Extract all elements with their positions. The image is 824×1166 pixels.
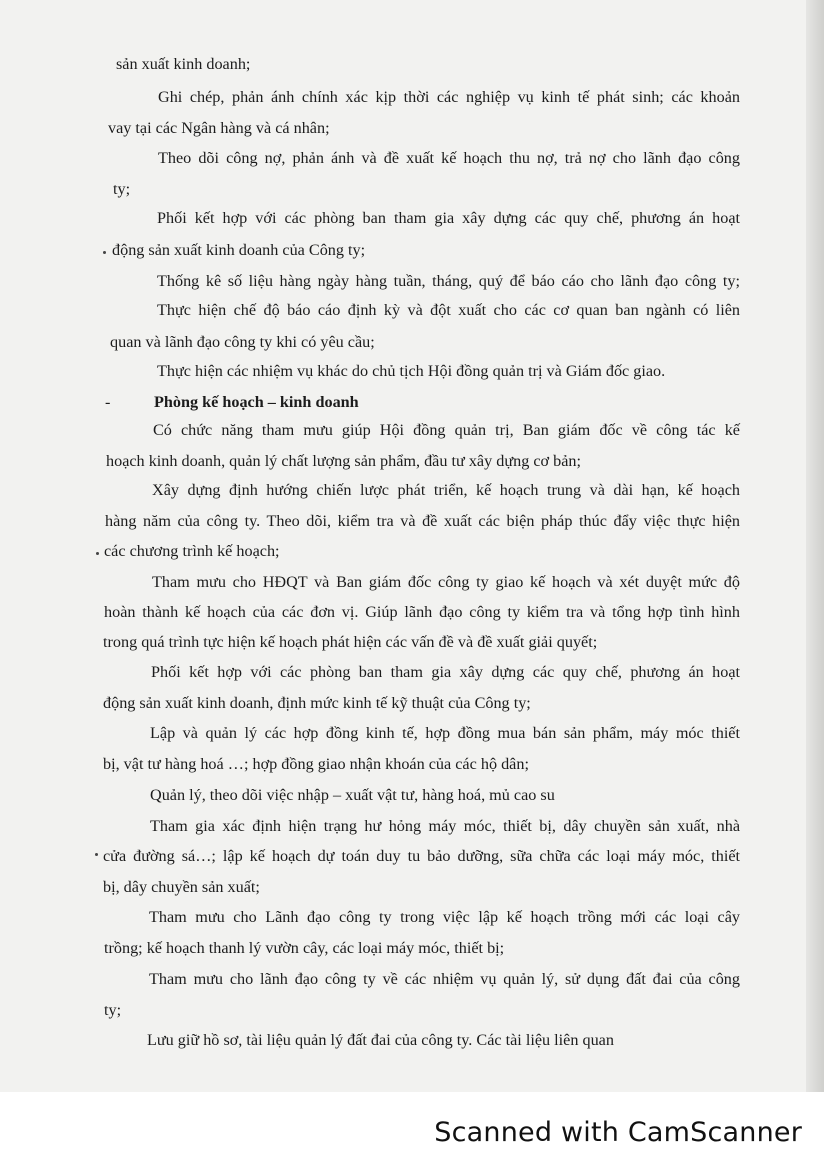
text-line: các chương trình kế hoạch; bbox=[104, 542, 280, 560]
text-line: động sản xuất kinh doanh của Công ty; bbox=[112, 241, 366, 259]
text-line: ty; bbox=[104, 1001, 122, 1019]
text-line: Ghi chép, phản ánh chính xác kịp thời các nghiệp vụ kinh tế phát sinh; các khoản bbox=[158, 88, 740, 106]
text-line: Phối kết hợp với các phòng ban tham gia xây dựng các quy chế, phương án hoạt bbox=[151, 663, 740, 681]
text-line: Có chức năng tham mưu giúp Hội đồng quản trị, Ban giám đốc về công tác kế bbox=[153, 421, 740, 439]
text-line: bị, dây chuyền sản xuất; bbox=[103, 878, 260, 896]
camscanner-watermark: Scanned with CamScanner bbox=[434, 1117, 802, 1148]
text-line: Theo dõi công nợ, phản ánh và đề xuất kế hoạch thu nợ, trả nợ cho lãnh đạo công bbox=[158, 149, 740, 167]
text-line: Tham gia xác định hiện trạng hư hỏng máy móc, thiết bị, dây chuyền sản xuất, nhà bbox=[150, 817, 740, 835]
text-line: Lưu giữ hồ sơ, tài liệu quản lý đất đai của công ty. Các tài liệu liên quan bbox=[147, 1031, 614, 1049]
text-line: hoàn thành kế hoạch của các đơn vị. Giúp lãnh đạo công ty kiểm tra và tổng hợp tình hình bbox=[104, 603, 740, 621]
text-line: trong quá trình tực hiện kế hoạch phát hiện các vấn đề và đề xuất giải quyết; bbox=[103, 633, 598, 651]
text-line: trồng; kế hoạch thanh lý vườn cây, các loại máy móc, thiết bị; bbox=[104, 939, 505, 957]
text-line: Thống kê số liệu hàng ngày hàng tuần, tháng, quý để báo cáo cho lãnh đạo công ty; bbox=[157, 272, 740, 290]
text-line: sản xuất kinh doanh; bbox=[116, 55, 251, 73]
section-heading: Phòng kế hoạch – kinh doanh bbox=[154, 393, 359, 411]
text-line: cửa đường sá…; lập kế hoạch dự toán duy tu bảo dưỡng, sữa chữa các loại máy móc, thiết bbox=[103, 847, 740, 865]
text-line: bị, vật tư hàng hoá …; hợp đồng giao nhận khoán của các hộ dân; bbox=[103, 755, 529, 773]
scan-speck bbox=[96, 552, 99, 555]
text-line: hàng năm của công ty. Theo dõi, kiểm tra và đề xuất các biện pháp thúc đẩy việc thực hiện bbox=[105, 512, 740, 530]
text-line: vay tại các Ngân hàng và cá nhân; bbox=[108, 119, 330, 137]
text-line: Tham mưu cho lãnh đạo công ty về các nhiệm vụ quản lý, sử dụng đất đai của công bbox=[149, 970, 740, 988]
text-line: Thực hiện chế độ báo cáo định kỳ và đột xuất cho các cơ quan ban ngành có liên bbox=[157, 301, 740, 319]
text-line: Lập và quản lý các hợp đồng kinh tế, hợp đồng mua bán sản phẩm, máy móc thiết bbox=[150, 724, 740, 742]
text-line: Xây dựng định hướng chiến lược phát triển, kế hoạch trung và dài hạn, kế hoạch bbox=[152, 481, 740, 499]
text-line: Phối kết hợp với các phòng ban tham gia xây dựng các quy chế, phương án hoạt bbox=[157, 209, 740, 227]
text-line: ty; bbox=[113, 180, 131, 198]
text-line: Quản lý, theo dõi việc nhập – xuất vật tư, hàng hoá, mủ cao su bbox=[150, 786, 555, 804]
text-line: Thực hiện các nhiệm vụ khác do chủ tịch Hội đồng quản trị và Giám đốc giao. bbox=[157, 362, 666, 380]
text-line: động sản xuất kinh doanh, định mức kinh tế kỹ thuật của Công ty; bbox=[103, 694, 531, 712]
bullet-dash: - bbox=[105, 393, 111, 411]
text-line: Tham mưu cho Lãnh đạo công ty trong việc lập kế hoạch trồng mới các loại cây bbox=[149, 908, 740, 926]
text-line: hoạch kinh doanh, quản lý chất lượng sản phẩm, đầu tư xây dựng cơ bản; bbox=[106, 452, 582, 470]
scan-speck bbox=[103, 251, 106, 254]
text-line: Tham mưu cho HĐQT và Ban giám đốc công ty giao kế hoạch và xét duyệt mức độ bbox=[152, 573, 740, 591]
text-line: quan và lãnh đạo công ty khi có yêu cầu; bbox=[110, 333, 375, 351]
scan-speck bbox=[95, 853, 98, 856]
